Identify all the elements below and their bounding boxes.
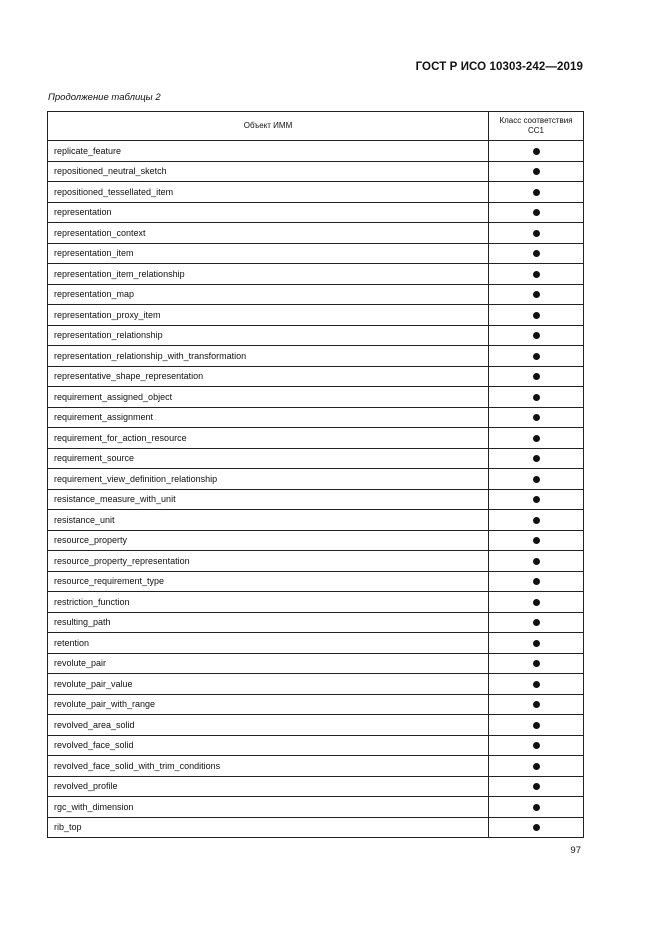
conformance-mark-cell — [489, 756, 584, 777]
bullet-dot-icon — [533, 250, 540, 257]
bullet-dot-icon — [533, 640, 540, 647]
conformance-mark-cell — [489, 182, 584, 203]
conformance-mark-cell — [489, 612, 584, 633]
table-row — [48, 674, 584, 695]
table-row — [48, 141, 584, 162]
table-body — [48, 141, 584, 838]
bullet-dot-icon — [533, 373, 540, 380]
bullet-dot-icon — [533, 537, 540, 544]
bullet-dot-icon — [533, 168, 540, 175]
object-name-cell: repositioned_tessellated_item — [48, 182, 489, 203]
object-name-cell: resource_requirement_type — [48, 571, 489, 592]
table-row — [48, 735, 584, 756]
object-name-cell: resulting_path — [48, 612, 489, 633]
object-name-cell: revolute_pair_value — [48, 674, 489, 695]
table-row — [48, 756, 584, 777]
object-name-cell: restriction_function — [48, 592, 489, 613]
column-header-conformance-class — [489, 112, 584, 141]
conformance-mark-cell — [489, 428, 584, 449]
bullet-dot-icon — [533, 353, 540, 360]
page-number: 97 — [570, 845, 581, 856]
object-name-cell: representation_item — [48, 243, 489, 264]
table-row — [48, 346, 584, 367]
bullet-dot-icon — [533, 209, 540, 216]
object-name-cell: repositioned_neutral_sketch — [48, 161, 489, 182]
column-header-class-line1: Класс соответствия — [499, 116, 573, 125]
object-name-cell: representation_map — [48, 284, 489, 305]
table-row — [48, 612, 584, 633]
table-row — [48, 387, 584, 408]
bullet-dot-icon — [533, 414, 540, 421]
object-name-cell: resistance_measure_with_unit — [48, 489, 489, 510]
table-row — [48, 448, 584, 469]
conformance-mark-cell — [489, 653, 584, 674]
table-row — [48, 489, 584, 510]
conformance-mark-cell — [489, 284, 584, 305]
table-row — [48, 715, 584, 736]
object-name-cell: requirement_for_action_resource — [48, 428, 489, 449]
object-name-cell: requirement_source — [48, 448, 489, 469]
conformance-mark-cell — [489, 674, 584, 695]
object-name-cell: resistance_unit — [48, 510, 489, 531]
table-row — [48, 530, 584, 551]
conformance-mark-cell — [489, 469, 584, 490]
column-header-object: Объект ИММ — [48, 112, 489, 141]
bullet-dot-icon — [533, 332, 540, 339]
bullet-dot-icon — [533, 804, 540, 811]
object-name-cell: revolved_area_solid — [48, 715, 489, 736]
table-row — [48, 161, 584, 182]
bullet-dot-icon — [533, 496, 540, 503]
object-name-cell: representation_item_relationship — [48, 264, 489, 285]
table-row — [48, 797, 584, 818]
conformance-mark-cell — [489, 797, 584, 818]
bullet-dot-icon — [533, 394, 540, 401]
conformance-mark-cell — [489, 694, 584, 715]
bullet-dot-icon — [533, 517, 540, 524]
bullet-dot-icon — [533, 189, 540, 196]
conformance-mark-cell — [489, 715, 584, 736]
object-name-cell: representation — [48, 202, 489, 223]
conformance-mark-cell — [489, 366, 584, 387]
table-row — [48, 633, 584, 654]
bullet-dot-icon — [533, 763, 540, 770]
conformance-mark-cell — [489, 387, 584, 408]
table-row — [48, 182, 584, 203]
object-name-cell: representative_shape_representation — [48, 366, 489, 387]
conformance-mark-cell — [489, 735, 584, 756]
bullet-dot-icon — [533, 435, 540, 442]
bullet-dot-icon — [533, 681, 540, 688]
table-row — [48, 223, 584, 244]
conformance-mark-cell — [489, 202, 584, 223]
object-name-cell: revolute_pair — [48, 653, 489, 674]
bullet-dot-icon — [533, 701, 540, 708]
bullet-dot-icon — [533, 148, 540, 155]
conformance-mark-cell — [489, 817, 584, 838]
table-header-row — [48, 112, 584, 141]
conformance-mark-cell — [489, 223, 584, 244]
table-row — [48, 305, 584, 326]
object-name-cell: rib_top — [48, 817, 489, 838]
conformance-mark-cell — [489, 141, 584, 162]
object-name-cell: representation_proxy_item — [48, 305, 489, 326]
object-name-cell: requirement_assigned_object — [48, 387, 489, 408]
table-row — [48, 571, 584, 592]
bullet-dot-icon — [533, 230, 540, 237]
table-row — [48, 428, 584, 449]
conformance-mark-cell — [489, 510, 584, 531]
bullet-dot-icon — [533, 783, 540, 790]
conformance-mark-cell — [489, 407, 584, 428]
table-row — [48, 510, 584, 531]
table-row — [48, 284, 584, 305]
conformance-mark-cell — [489, 571, 584, 592]
conformance-mark-cell — [489, 243, 584, 264]
object-name-cell: revolved_face_solid — [48, 735, 489, 756]
conformance-mark-cell — [489, 305, 584, 326]
table-caption: Продолжение таблицы 2 — [48, 92, 161, 103]
bullet-dot-icon — [533, 312, 540, 319]
table-row — [48, 592, 584, 613]
object-name-cell: revolute_pair_with_range — [48, 694, 489, 715]
table-row — [48, 202, 584, 223]
object-name-cell: requirement_view_definition_relationship — [48, 469, 489, 490]
object-name-cell: rgc_with_dimension — [48, 797, 489, 818]
object-name-cell: revolved_profile — [48, 776, 489, 797]
conformance-mark-cell — [489, 776, 584, 797]
conformance-mark-cell — [489, 325, 584, 346]
object-name-cell: representation_context — [48, 223, 489, 244]
conformance-mark-cell — [489, 592, 584, 613]
object-name-cell: representation_relationship — [48, 325, 489, 346]
conformance-mark-cell — [489, 264, 584, 285]
object-name-cell: resource_property_representation — [48, 551, 489, 572]
bullet-dot-icon — [533, 455, 540, 462]
bullet-dot-icon — [533, 742, 540, 749]
table-row — [48, 264, 584, 285]
conformance-mark-cell — [489, 448, 584, 469]
conformance-mark-cell — [489, 530, 584, 551]
bullet-dot-icon — [533, 558, 540, 565]
table-row — [48, 817, 584, 838]
bullet-dot-icon — [533, 291, 540, 298]
column-header-class-line2: CC1 — [527, 126, 544, 135]
table-row — [48, 407, 584, 428]
conformance-mark-cell — [489, 161, 584, 182]
conformance-mark-cell — [489, 633, 584, 654]
object-name-cell: retention — [48, 633, 489, 654]
conformance-mark-cell — [489, 346, 584, 367]
bullet-dot-icon — [533, 599, 540, 606]
table-row — [48, 325, 584, 346]
bullet-dot-icon — [533, 271, 540, 278]
bullet-dot-icon — [533, 722, 540, 729]
object-name-cell: representation_relationship_with_transformation — [48, 346, 489, 367]
object-name-cell: replicate_feature — [48, 141, 489, 162]
table-row — [48, 469, 584, 490]
conformance-mark-cell — [489, 489, 584, 510]
bullet-dot-icon — [533, 824, 540, 831]
table-row — [48, 551, 584, 572]
conformance-table — [47, 111, 584, 838]
table-row — [48, 243, 584, 264]
table-row — [48, 776, 584, 797]
bullet-dot-icon — [533, 578, 540, 585]
document-standard-title: ГОСТ Р ИСО 10303-242—2019 — [415, 61, 583, 73]
object-name-cell: revolved_face_solid_with_trim_conditions — [48, 756, 489, 777]
object-name-cell: resource_property — [48, 530, 489, 551]
table-row — [48, 694, 584, 715]
conformance-mark-cell — [489, 551, 584, 572]
object-name-cell: requirement_assignment — [48, 407, 489, 428]
bullet-dot-icon — [533, 619, 540, 626]
bullet-dot-icon — [533, 660, 540, 667]
table-row — [48, 366, 584, 387]
bullet-dot-icon — [533, 476, 540, 483]
table-row — [48, 653, 584, 674]
